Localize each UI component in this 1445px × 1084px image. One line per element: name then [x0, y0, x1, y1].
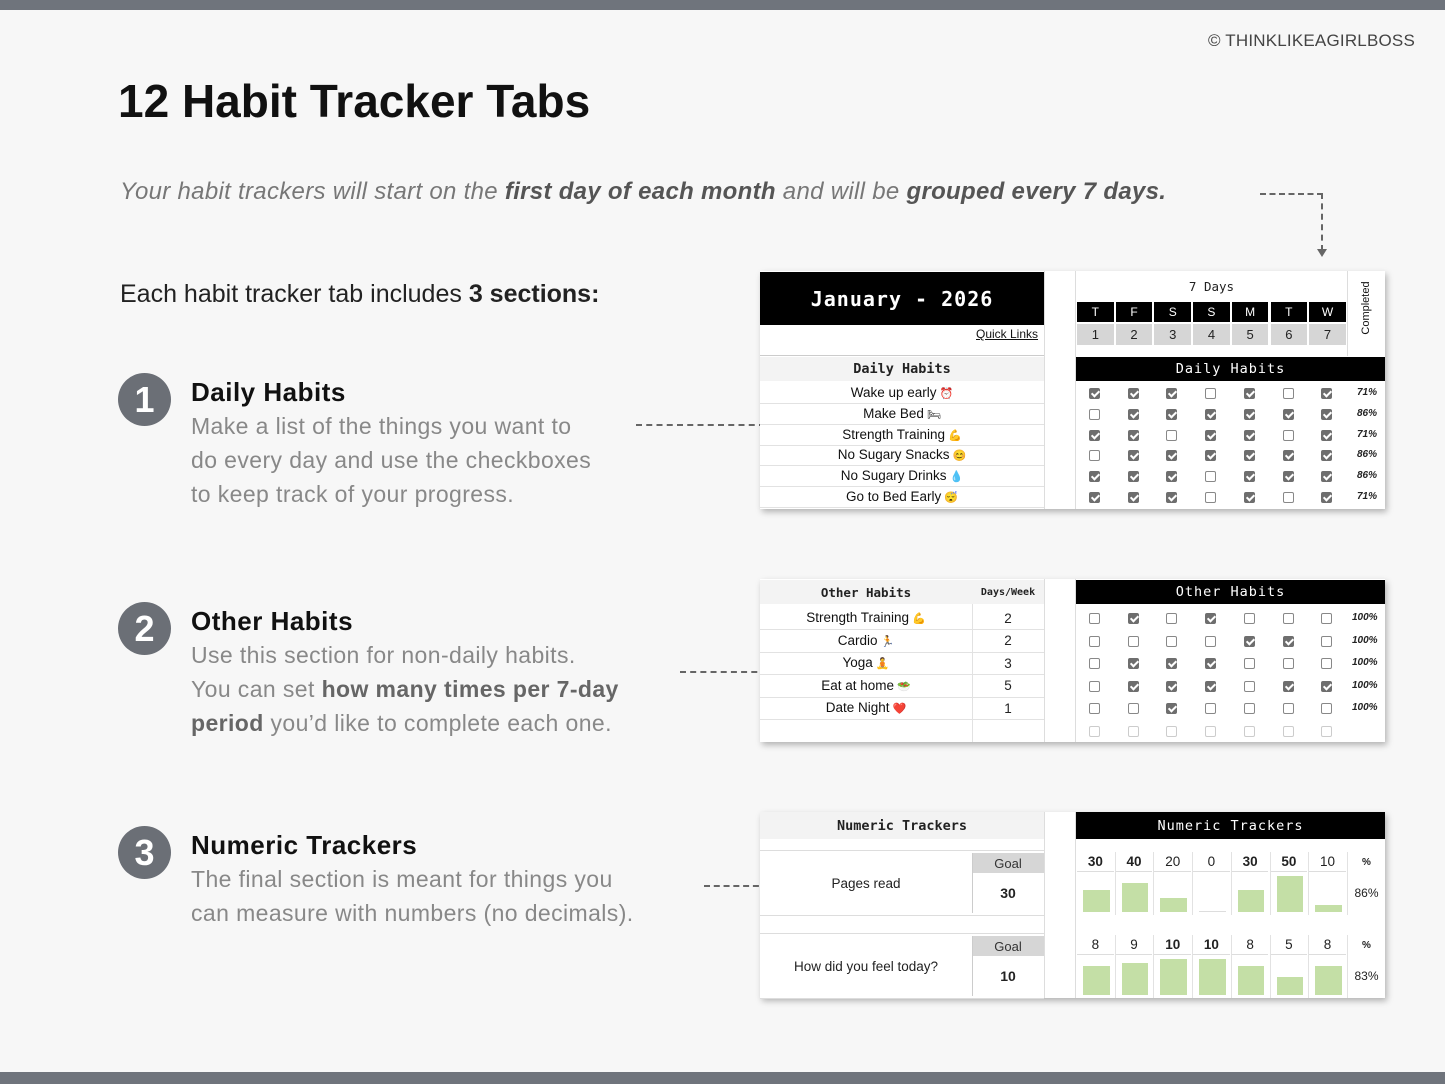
intro-arrow — [1260, 193, 1323, 195]
day-number: 5 — [1232, 324, 1269, 345]
habit-checkbox[interactable] — [1205, 450, 1216, 461]
numeric-value[interactable]: 8 — [1232, 935, 1269, 955]
habit-checkbox[interactable] — [1244, 636, 1255, 647]
habit-checkbox[interactable] — [1244, 703, 1255, 714]
value-bar — [1277, 977, 1304, 995]
habit-checkbox[interactable] — [1283, 613, 1294, 624]
habit-checkbox[interactable] — [1321, 450, 1332, 461]
other-habits-left-header: Other Habits — [760, 580, 972, 604]
days-per-week-value[interactable]: 5 — [1004, 678, 1012, 693]
tracker-label: How did you feel today? — [793, 958, 939, 974]
numeric-value[interactable]: 10 — [1154, 935, 1191, 955]
value-bar — [1083, 890, 1110, 912]
habit-label — [760, 610, 972, 625]
habit-checkbox[interactable] — [1321, 492, 1332, 503]
habit-emoji: ⏰ — [939, 388, 954, 400]
habit-checkbox[interactable] — [1089, 703, 1100, 714]
divider — [1231, 935, 1232, 998]
day-number: 1 — [1077, 324, 1114, 345]
divider — [760, 355, 1044, 356]
day-letter: T — [1077, 302, 1114, 322]
value-bar — [1277, 876, 1304, 912]
goal-header: Goal — [972, 936, 1044, 956]
habit-checkbox[interactable] — [1166, 430, 1177, 441]
day-number: 4 — [1193, 324, 1230, 345]
habit-emoji: 😊 — [952, 450, 967, 463]
habit-emoji: 🏃 — [880, 635, 895, 648]
row-divider — [760, 445, 1044, 446]
completion-percent: 86% — [1357, 470, 1378, 482]
daily-habits-right-header: Daily Habits — [1076, 357, 1385, 381]
habit-name: No Sugary Snacks — [837, 447, 950, 463]
value-bar — [1238, 966, 1265, 995]
habit-checkbox[interactable] — [1205, 613, 1216, 624]
other-habits-panel — [760, 579, 1385, 742]
completion-percent: 100% — [1352, 679, 1378, 691]
other-habits-right-header: Other Habits — [1076, 580, 1385, 604]
habit-checkbox[interactable] — [1166, 636, 1177, 647]
completion-percent: 71% — [1357, 491, 1378, 502]
habit-checkbox[interactable] — [1128, 726, 1139, 737]
habit-checkbox[interactable] — [1321, 613, 1332, 624]
completion-percent: 86% — [1357, 407, 1378, 419]
divider — [1192, 852, 1193, 915]
habit-label — [760, 678, 972, 693]
copyright: © THINKLIKEAGIRLBOSS — [1207, 31, 1415, 50]
habit-name: Eat at home — [821, 677, 895, 693]
habit-checkbox[interactable] — [1089, 471, 1100, 482]
habit-checkbox[interactable] — [1283, 681, 1294, 692]
habit-checkbox[interactable] — [1321, 681, 1332, 692]
habit-checkbox[interactable] — [1244, 450, 1255, 461]
habit-emoji: ❤️ — [892, 703, 907, 715]
completion-percent: 100% — [1352, 634, 1378, 646]
value-bar — [1160, 959, 1187, 995]
month-title: January - 2026 — [760, 272, 1044, 325]
goal-value[interactable]: 10 — [1000, 968, 1016, 984]
day-number: 7 — [1309, 324, 1346, 345]
step-description: The final section is meant for things you can measure with numbers (no decimals). — [191, 866, 634, 926]
numeric-value[interactable]: 9 — [1116, 935, 1153, 955]
numeric-value[interactable]: 30 — [1232, 852, 1269, 872]
numeric-value[interactable]: 10 — [1193, 935, 1230, 955]
value-bar — [1122, 883, 1149, 912]
habit-label — [760, 385, 1044, 400]
habit-name: Strength Training — [842, 426, 946, 442]
habit-checkbox[interactable] — [1205, 658, 1216, 669]
habit-checkbox[interactable] — [1283, 726, 1294, 737]
habit-checkbox[interactable] — [1205, 492, 1216, 503]
numeric-trackers-panel — [760, 812, 1385, 998]
habit-checkbox[interactable] — [1321, 388, 1332, 399]
habit-label — [760, 655, 972, 670]
habit-name: Yoga — [842, 655, 873, 670]
row-divider — [760, 915, 1044, 916]
row-divider — [760, 933, 1044, 934]
days-per-week-value[interactable]: 2 — [1004, 633, 1012, 648]
divider — [1231, 852, 1232, 915]
numeric-value[interactable]: 8 — [1077, 935, 1114, 955]
step-title: Numeric Trackers — [191, 830, 418, 860]
days-per-week-value[interactable]: 2 — [1004, 610, 1012, 626]
page-title: 12 Habit Tracker Tabs — [118, 75, 591, 127]
habit-checkbox[interactable] — [1128, 681, 1139, 692]
gutter — [1044, 812, 1076, 998]
value-bar — [1122, 963, 1149, 995]
habit-checkbox[interactable] — [1089, 409, 1100, 420]
habit-checkbox[interactable] — [1089, 658, 1100, 669]
step-number-3: 3 — [118, 826, 171, 879]
habit-name: Make Bed — [863, 405, 924, 421]
value-bar — [1083, 966, 1110, 995]
completion-percent: 83% — [1354, 969, 1379, 983]
habit-checkbox[interactable] — [1283, 409, 1294, 420]
habit-checkbox[interactable] — [1166, 450, 1177, 461]
habit-checkbox[interactable] — [1244, 388, 1255, 399]
habit-checkbox[interactable] — [1321, 471, 1332, 482]
habit-label — [760, 447, 1044, 462]
habit-checkbox[interactable] — [1089, 430, 1100, 441]
step-description: Use this section for non-daily habits. You can set how many times per 7-day period you’d like to complete each one. — [191, 642, 619, 736]
habit-checkbox[interactable] — [1283, 471, 1294, 482]
habit-name: Strength Training — [806, 610, 910, 625]
habit-checkbox[interactable] — [1166, 471, 1177, 482]
day-letter: T — [1271, 302, 1308, 322]
divider — [1270, 852, 1271, 915]
divider — [1308, 935, 1309, 998]
habit-checkbox[interactable] — [1283, 450, 1294, 461]
percent-header: % — [1362, 939, 1371, 951]
habit-checkbox[interactable] — [1128, 703, 1139, 714]
habit-checkbox[interactable] — [1244, 613, 1255, 624]
habit-checkbox[interactable] — [1244, 492, 1255, 503]
completion-percent: 71% — [1357, 387, 1378, 398]
habit-checkbox[interactable] — [1321, 726, 1332, 737]
habit-checkbox[interactable] — [1321, 658, 1332, 669]
step-number-2: 2 — [118, 602, 171, 655]
numeric-value[interactable]: 8 — [1309, 935, 1346, 955]
sections-lead: Each habit tracker tab includes 3 sections: — [120, 280, 600, 308]
habit-checkbox[interactable] — [1205, 409, 1216, 420]
habit-checkbox[interactable] — [1321, 430, 1332, 441]
divider — [1308, 852, 1309, 915]
divider — [1153, 935, 1154, 998]
daily-habits-left-header: Daily Habits — [760, 357, 1044, 381]
habit-checkbox[interactable] — [1128, 409, 1139, 420]
quick-links-link[interactable]: Quick Links — [976, 327, 1039, 341]
step-title: Other Habits — [191, 606, 354, 636]
habit-checkbox[interactable] — [1089, 450, 1100, 461]
habit-name: Go to Bed Early — [845, 489, 942, 504]
habit-checkbox[interactable] — [1283, 703, 1294, 714]
habit-checkbox[interactable] — [1128, 388, 1139, 399]
days-per-week-value[interactable]: 3 — [1004, 655, 1012, 671]
row-divider — [760, 719, 1044, 720]
step-title: Daily Habits — [191, 377, 346, 407]
bottom-bar — [0, 1072, 1445, 1084]
divider — [1115, 935, 1116, 998]
numeric-value[interactable]: 30 — [1077, 852, 1114, 872]
habit-checkbox[interactable] — [1244, 471, 1255, 482]
numeric-value[interactable]: 40 — [1116, 852, 1153, 872]
goal-header: Goal — [972, 853, 1044, 873]
habit-checkbox[interactable] — [1089, 388, 1100, 399]
divider — [1115, 852, 1116, 915]
row-divider — [760, 998, 1044, 999]
habit-checkbox[interactable] — [1089, 681, 1100, 692]
habit-checkbox[interactable] — [1205, 681, 1216, 692]
gutter — [1044, 579, 1076, 742]
habit-emoji: 💧 — [949, 471, 964, 484]
habit-checkbox[interactable] — [1166, 388, 1177, 399]
row-divider — [760, 486, 1044, 487]
habit-checkbox[interactable] — [1321, 703, 1332, 714]
habit-checkbox[interactable] — [1166, 658, 1177, 669]
habit-checkbox[interactable] — [1128, 492, 1139, 503]
top-bar — [0, 0, 1445, 10]
percent-header: % — [1362, 856, 1371, 868]
day-letter: F — [1116, 302, 1153, 322]
intro-arrow-down — [1321, 193, 1323, 251]
habit-emoji: 🛏 — [926, 408, 941, 421]
value-bar — [1315, 966, 1342, 995]
numeric-value[interactable]: 10 — [1309, 852, 1346, 872]
value-bar — [1199, 911, 1226, 912]
habit-checkbox[interactable] — [1205, 636, 1216, 647]
habit-checkbox[interactable] — [1205, 703, 1216, 714]
habit-checkbox[interactable] — [1244, 681, 1255, 692]
habit-checkbox[interactable] — [1128, 430, 1139, 441]
habit-checkbox[interactable] — [1166, 613, 1177, 624]
habit-checkbox[interactable] — [1321, 636, 1332, 647]
habit-checkbox[interactable] — [1205, 471, 1216, 482]
value-bar — [1199, 959, 1226, 995]
habit-label — [760, 633, 972, 648]
completion-percent: 100% — [1352, 702, 1378, 713]
habit-checkbox[interactable] — [1283, 388, 1294, 399]
habit-name: No Sugary Drinks — [840, 468, 947, 484]
habit-emoji: 🥗 — [897, 680, 911, 693]
habit-checkbox[interactable] — [1128, 613, 1139, 624]
daily-habits-panel — [760, 271, 1385, 509]
seven-days-label: 7 Days — [1188, 278, 1235, 294]
intro-arrowhead — [1317, 249, 1327, 257]
habit-checkbox[interactable] — [1205, 726, 1216, 737]
completed-label: Completed — [1360, 281, 1372, 335]
row-divider — [760, 403, 1044, 404]
value-bar — [1160, 898, 1187, 912]
habit-emoji: 💪 — [912, 613, 926, 625]
habit-checkbox[interactable] — [1166, 726, 1177, 737]
habit-checkbox[interactable] — [1244, 726, 1255, 737]
habit-checkbox[interactable] — [1089, 726, 1100, 737]
row-divider — [760, 850, 1044, 851]
step-number-1: 1 — [118, 373, 171, 426]
intro-text: Your habit trackers will start on the first day of each month and will be grouped every 7 days. — [120, 178, 1167, 205]
habit-label — [760, 700, 972, 715]
completion-percent: 100% — [1352, 612, 1378, 623]
gutter — [1044, 271, 1076, 509]
day-letter: W — [1309, 302, 1346, 322]
row-divider — [760, 424, 1044, 425]
habit-checkbox[interactable] — [1283, 430, 1294, 441]
completion-percent: 71% — [1357, 428, 1378, 440]
step-description: Make a list of the things you want to do every day and use the checkboxes to keep track of your progress. — [191, 413, 592, 507]
numeric-left-header: Numeric Trackers — [760, 812, 1044, 839]
habit-checkbox[interactable] — [1166, 492, 1177, 503]
habit-name: Wake up early — [850, 385, 937, 400]
completion-percent: 100% — [1352, 657, 1378, 668]
habit-checkbox[interactable] — [1166, 409, 1177, 420]
habit-name: Cardio — [837, 632, 878, 648]
habit-label — [760, 406, 1044, 421]
habit-checkbox[interactable] — [1283, 636, 1294, 647]
habit-checkbox[interactable] — [1321, 409, 1332, 420]
habit-checkbox[interactable] — [1283, 492, 1294, 503]
numeric-value[interactable]: 50 — [1271, 852, 1308, 872]
day-number: 3 — [1154, 324, 1191, 345]
habit-checkbox[interactable] — [1283, 658, 1294, 669]
habit-checkbox[interactable] — [1205, 430, 1216, 441]
days-per-week-header: Days/Week — [972, 580, 1044, 604]
divider — [1192, 935, 1193, 998]
day-letter: S — [1154, 302, 1191, 322]
numeric-right-header: Numeric Trackers — [1076, 812, 1385, 839]
habit-checkbox[interactable] — [1244, 409, 1255, 420]
habit-checkbox[interactable] — [1089, 636, 1100, 647]
habit-checkbox[interactable] — [1128, 471, 1139, 482]
habit-emoji: 🧘 — [875, 658, 890, 670]
habit-checkbox[interactable] — [1166, 703, 1177, 714]
row-divider — [760, 507, 1044, 508]
habit-name: Date Night — [825, 700, 890, 715]
days-per-week-value[interactable]: 1 — [1004, 700, 1012, 716]
divider — [1270, 935, 1271, 998]
divider — [972, 936, 973, 996]
habit-label — [760, 489, 1044, 504]
day-letter: S — [1193, 302, 1230, 322]
goal-value[interactable]: 30 — [1000, 885, 1016, 901]
tracker-label: Pages read — [831, 875, 901, 891]
habit-emoji: 💪 — [948, 429, 962, 442]
habit-label — [760, 427, 1044, 442]
habit-checkbox[interactable] — [1166, 681, 1177, 692]
habit-label — [760, 468, 1044, 483]
numeric-value[interactable]: 0 — [1193, 852, 1230, 872]
habit-checkbox[interactable] — [1089, 492, 1100, 503]
divider — [1153, 852, 1154, 915]
divider — [972, 853, 973, 913]
habit-checkbox[interactable] — [1128, 658, 1139, 669]
value-bar — [1315, 905, 1342, 912]
numeric-value[interactable]: 5 — [1271, 935, 1308, 955]
habit-emoji: 😴 — [944, 492, 958, 504]
habit-checkbox[interactable] — [1244, 430, 1255, 441]
habit-checkbox[interactable] — [1128, 450, 1139, 461]
numeric-value[interactable]: 20 — [1154, 852, 1191, 872]
completed-header — [1347, 271, 1385, 356]
habit-checkbox[interactable] — [1128, 636, 1139, 647]
habit-checkbox[interactable] — [1089, 613, 1100, 624]
value-bar — [1238, 890, 1265, 912]
completion-percent: 86% — [1357, 449, 1378, 461]
completion-percent: 86% — [1354, 886, 1379, 900]
habit-checkbox[interactable] — [1244, 658, 1255, 669]
day-letter: M — [1232, 302, 1269, 322]
day-number: 2 — [1116, 324, 1153, 345]
row-divider — [760, 465, 1044, 466]
habit-checkbox[interactable] — [1205, 388, 1216, 399]
day-number: 6 — [1271, 324, 1308, 345]
